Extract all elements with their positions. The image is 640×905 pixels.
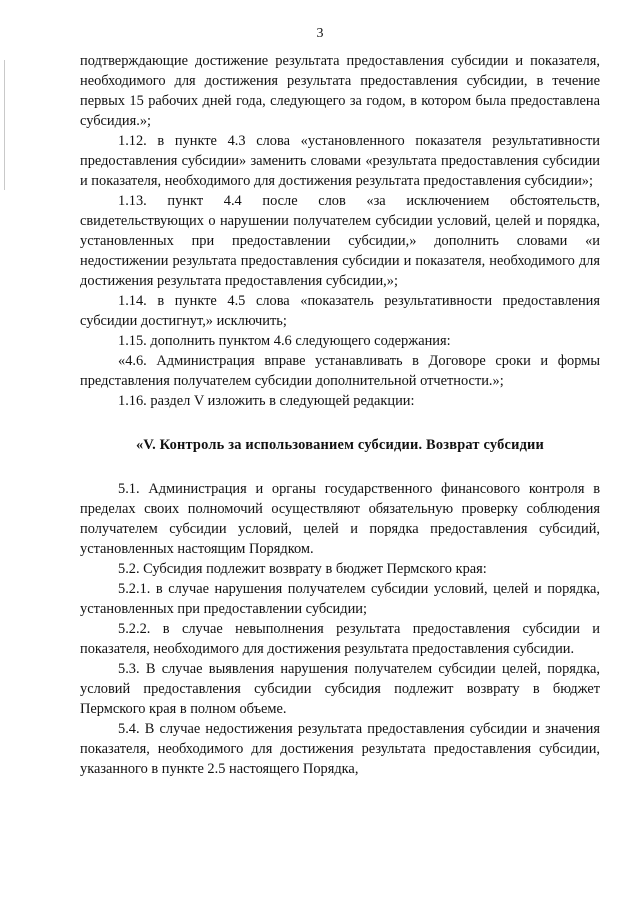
paragraph-5-4: 5.4. В случае недостижения результата предоставления субсидии и значения показателя, необходимого для достижения результата предоставления субсидии, указанного в пункте 2.5 настоящего Порядка,	[80, 721, 600, 777]
section-title: «V. Контроль за использованием субсидии. Возврат субсидии	[135, 437, 545, 453]
paragraph: подтверждающие достижение результата предоставления субсидии и показателя, необходимого для достижения результата предоставления субсидии, в течение первых 15 рабочих дней года, следующего за годом, в котором была предоставлена субсидия.»;	[80, 53, 600, 129]
paragraph-5-1: 5.1. Администрация и органы государственного финансового контроля в пределах своих полномочий осуществляют обязательную проверку соблюдения получателем субсидии условий, целей и порядка предоставления субсидий, установленных настоящим Порядком.	[80, 481, 600, 557]
document-body	[80, 51, 600, 779]
paragraph-1-14: 1.14. в пункте 4.5 слова «показатель результативности предоставления субсидии достигнут,» исключить;	[80, 293, 600, 329]
paragraph-1-15: 1.15. дополнить пунктом 4.6 следующего содержания:	[118, 333, 451, 349]
scan-edge-mark	[4, 60, 5, 150]
paragraph-1-12: 1.12. в пункте 4.3 слова «установленного показателя результативности предоставления субсидии» заменить словами «результата предоставления субсидии и показателя, необходимого для достижения результата предоставления субсидии»;	[80, 133, 600, 189]
page-number: 3	[316, 26, 324, 41]
paragraph-5-2-1: 5.2.1. в случае нарушения получателем субсидии условий, целей и порядка, установленных при предоставлении субсидии;	[80, 581, 600, 617]
paragraph-1-16: 1.16. раздел V изложить в следующей редакции:	[118, 393, 415, 409]
paragraph-5-2: 5.2. Субсидия подлежит возврату в бюджет Пермского края:	[118, 561, 487, 577]
paragraph-4-6: «4.6. Администрация вправе устанавливать в Договоре сроки и формы представления получателем субсидии дополнительной отчетности.»;	[80, 353, 600, 389]
paragraph-5-2-2: 5.2.2. в случае невыполнения результата предоставления субсидии и показателя, необходимого для достижения результата предоставления субсидии.	[80, 621, 600, 657]
paragraph-1-13: 1.13. пункт 4.4 после слов «за исключением обстоятельств, свидетельствующих о нарушении получателем субсидии условий, целей и порядка, установленных при предоставлении субсидии,» дополнить словами «и недостижении результата предоставления субсидии и показателя, необходимого для достижения результата предоставления субсидии,»;	[80, 193, 600, 289]
scan-edge-mark	[4, 150, 5, 190]
paragraph-5-3: 5.3. В случае выявления нарушения получателем субсидии целей, порядка, условий предоставления субсидии субсидия подлежит возврату в бюджет Пермского края в полном объеме.	[80, 661, 600, 717]
